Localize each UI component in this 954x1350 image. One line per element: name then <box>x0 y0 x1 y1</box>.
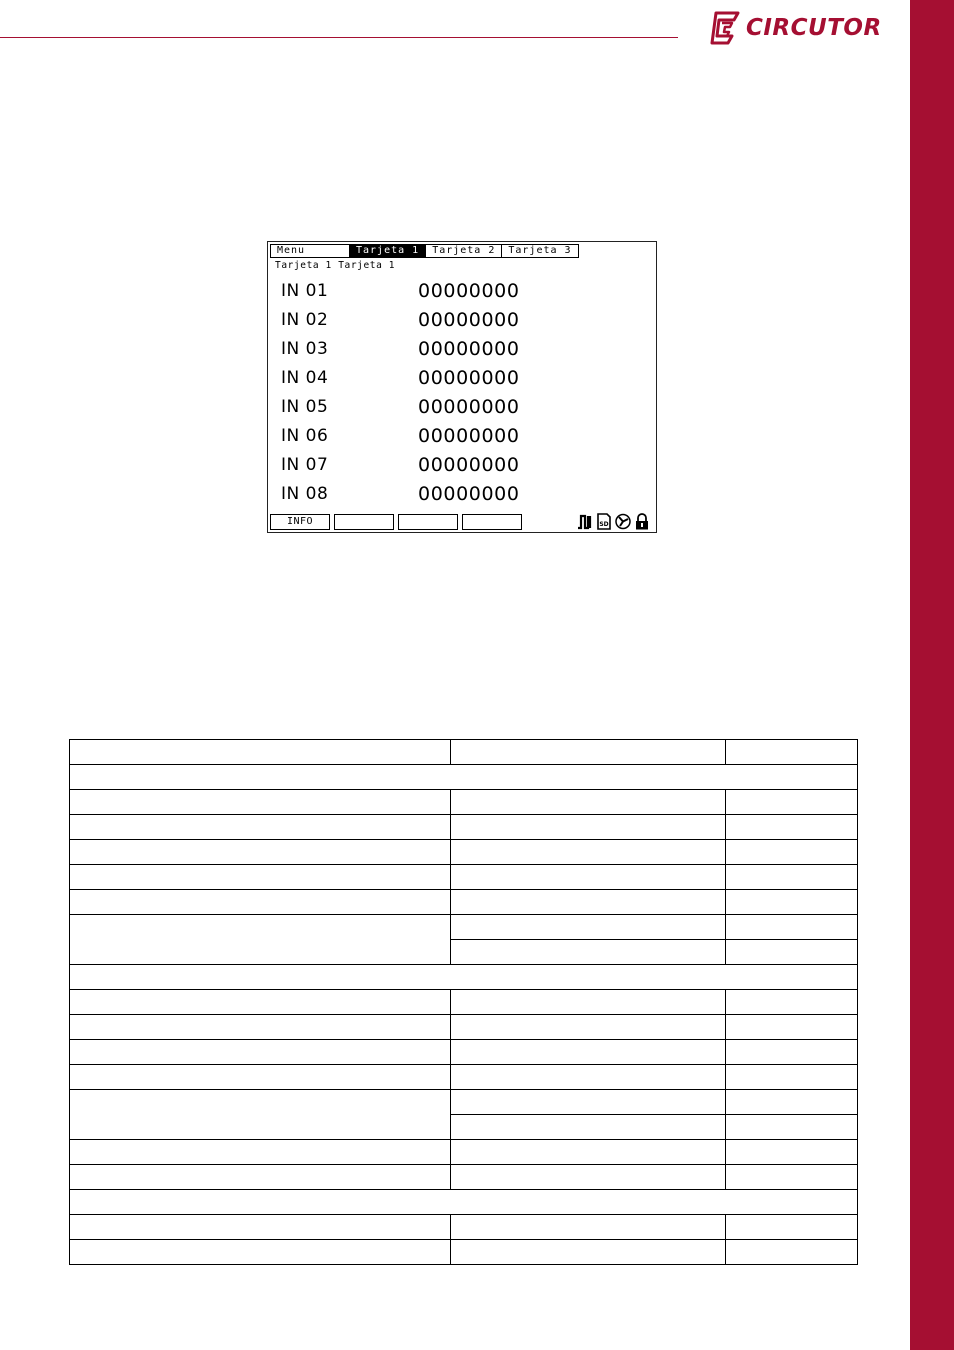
table-row <box>70 840 858 865</box>
table-cell <box>70 1065 451 1090</box>
brand-name: CIRCUTOR <box>746 15 882 41</box>
tab-tarjeta-1[interactable]: Tarjeta 1 <box>349 245 425 257</box>
table-cell <box>70 840 451 865</box>
table-cell <box>70 1240 451 1265</box>
input-counter-value: 00000000 <box>418 308 520 331</box>
table-cell <box>70 1215 451 1240</box>
input-row <box>281 392 520 421</box>
side-color-band <box>910 0 954 1350</box>
table-cell <box>451 1090 726 1115</box>
table-cell <box>451 1065 726 1090</box>
table-cell <box>726 940 858 965</box>
input-row <box>281 479 520 508</box>
table-cell <box>726 1240 858 1265</box>
table-cell <box>451 815 726 840</box>
lock-icon <box>634 513 650 530</box>
input-row <box>281 334 520 363</box>
input-label: IN 07 <box>281 454 329 475</box>
input-counter-value: 00000000 <box>418 395 520 418</box>
table-row <box>70 915 858 940</box>
table-cell <box>451 1040 726 1065</box>
table-row <box>70 890 858 915</box>
table-cell <box>70 915 451 965</box>
input-row <box>281 450 520 479</box>
table-cell <box>726 890 858 915</box>
input-row <box>281 421 520 450</box>
header-rule <box>0 37 678 38</box>
table-section-row <box>70 965 858 990</box>
table-row <box>70 740 858 765</box>
table-cell <box>70 1040 451 1065</box>
input-counter-value: 00000000 <box>418 366 520 389</box>
table-cell <box>726 1140 858 1165</box>
table-cell <box>726 1115 858 1140</box>
input-label: IN 03 <box>281 338 329 359</box>
table-row <box>70 1040 858 1065</box>
table-cell <box>70 1165 451 1190</box>
svg-text:SD: SD <box>599 521 609 528</box>
table-cell <box>726 865 858 890</box>
circutor-c-logo-icon <box>708 11 742 45</box>
tab-tarjeta-2[interactable]: Tarjeta 2 <box>425 245 501 257</box>
table-cell <box>726 1015 858 1040</box>
device-lcd-screen <box>267 241 657 533</box>
table-cell <box>451 1140 726 1165</box>
table-row <box>70 790 858 815</box>
table-cell <box>451 890 726 915</box>
input-label: IN 08 <box>281 483 329 504</box>
table-cell <box>70 890 451 915</box>
table-cell <box>451 915 726 940</box>
input-counter-value: 00000000 <box>418 453 520 476</box>
table-cell <box>70 815 451 840</box>
table-cell <box>70 1140 451 1165</box>
table-cell <box>451 1115 726 1140</box>
table-cell <box>451 840 726 865</box>
table-section-row <box>70 1190 858 1215</box>
table-cell <box>726 815 858 840</box>
sd-card-icon <box>596 513 612 530</box>
input-label: IN 01 <box>281 280 329 301</box>
table-row <box>70 1240 858 1265</box>
fan-icon <box>615 513 631 530</box>
table-cell <box>726 1090 858 1115</box>
screen-tab-bar <box>270 244 579 258</box>
table-row <box>70 865 858 890</box>
table-cell <box>726 1040 858 1065</box>
table-cell <box>726 915 858 940</box>
input-counter-value: 00000000 <box>418 482 520 505</box>
softkey-info[interactable]: INFO <box>270 514 330 530</box>
pulse-icon <box>577 513 593 530</box>
table-row <box>70 1065 858 1090</box>
softkey-blank[interactable] <box>398 514 458 530</box>
input-label: IN 06 <box>281 425 329 446</box>
table-cell <box>726 1215 858 1240</box>
input-counter-value: 00000000 <box>418 337 520 360</box>
input-row <box>281 276 520 305</box>
input-counter-value: 00000000 <box>418 424 520 447</box>
table-row <box>70 1165 858 1190</box>
table-cell <box>451 990 726 1015</box>
input-counter-list <box>281 276 520 508</box>
table-cell <box>451 1015 726 1040</box>
table-row <box>70 815 858 840</box>
table-row <box>70 1140 858 1165</box>
table-cell <box>451 1165 726 1190</box>
parameter-table <box>69 739 858 1265</box>
table-section-cell <box>70 965 858 990</box>
tab-tarjeta-3[interactable]: Tarjeta 3 <box>501 245 577 257</box>
table-cell <box>451 1240 726 1265</box>
table-cell <box>451 740 726 765</box>
tab-menu[interactable]: Menu <box>277 245 306 256</box>
softkey-blank[interactable] <box>462 514 522 530</box>
table-cell <box>726 840 858 865</box>
table-cell <box>451 790 726 815</box>
screen-subtitle: Tarjeta 1 Tarjeta 1 <box>275 260 396 271</box>
input-label: IN 05 <box>281 396 329 417</box>
brand-logo <box>708 10 882 46</box>
input-counter-value: 00000000 <box>418 279 520 302</box>
input-row <box>281 363 520 392</box>
table-cell <box>70 790 451 815</box>
table-cell <box>70 865 451 890</box>
table-cell <box>70 990 451 1015</box>
table-row <box>70 1090 858 1115</box>
table-cell <box>726 1065 858 1090</box>
table-cell <box>70 1090 451 1140</box>
table-row <box>70 1015 858 1040</box>
table-section-cell <box>70 1190 858 1215</box>
table-section-row <box>70 765 858 790</box>
table-cell <box>726 790 858 815</box>
table-cell <box>451 865 726 890</box>
table-section-cell <box>70 765 858 790</box>
softkey-blank[interactable] <box>334 514 394 530</box>
table-cell <box>70 1015 451 1040</box>
input-label: IN 04 <box>281 367 329 388</box>
softkey-bar <box>270 514 526 530</box>
table-cell <box>451 1215 726 1240</box>
table-cell <box>70 740 451 765</box>
table-cell <box>451 940 726 965</box>
table-row <box>70 990 858 1015</box>
table-cell <box>726 990 858 1015</box>
table-cell <box>726 740 858 765</box>
status-icon-bar <box>577 513 650 530</box>
table-row <box>70 1215 858 1240</box>
input-label: IN 02 <box>281 309 329 330</box>
table-cell <box>726 1165 858 1190</box>
input-row <box>281 305 520 334</box>
